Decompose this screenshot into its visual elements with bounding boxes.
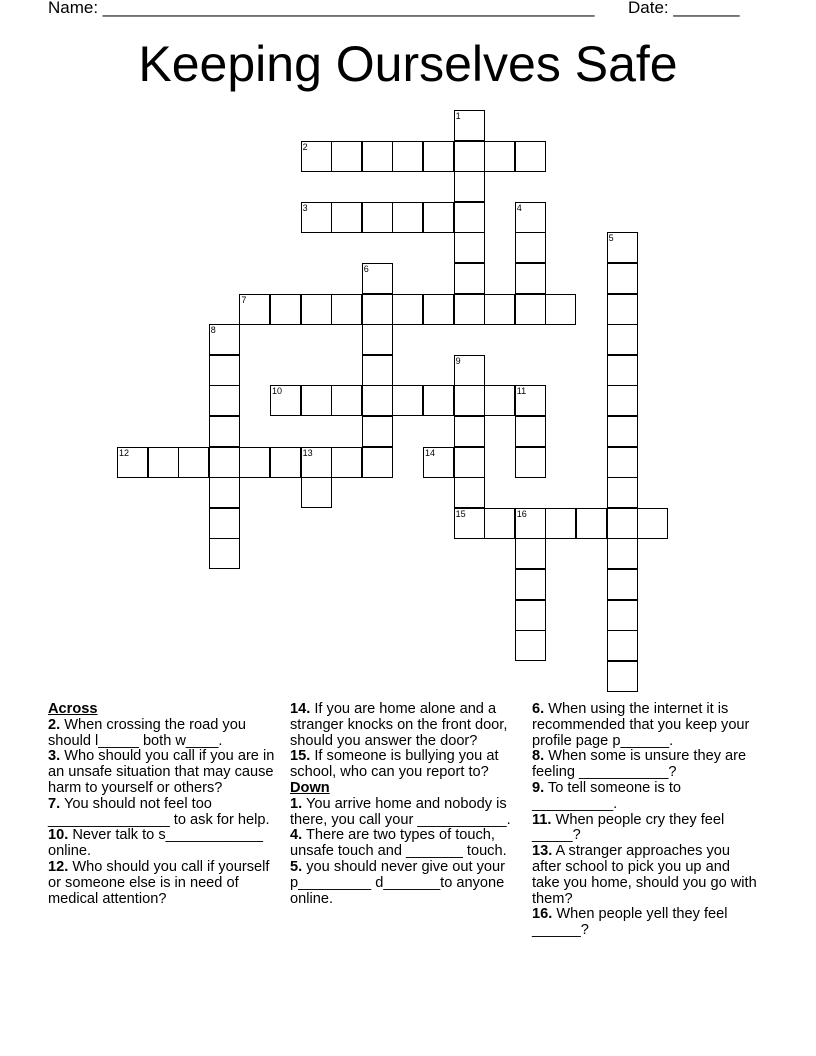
grid-cell[interactable] xyxy=(331,385,362,416)
grid-cell[interactable] xyxy=(301,294,332,325)
cell-number: 10 xyxy=(272,386,283,397)
cell-number: 15 xyxy=(455,508,466,519)
grid-cell[interactable] xyxy=(362,416,393,447)
grid-cell[interactable] xyxy=(454,355,485,386)
grid-cell[interactable] xyxy=(270,294,301,325)
clue-down-16: 16. When people yell they feel ______? xyxy=(532,906,728,939)
across-heading: Across xyxy=(48,701,98,717)
grid-cell[interactable] xyxy=(423,141,454,172)
grid-cell[interactable] xyxy=(607,232,638,263)
grid-cell[interactable] xyxy=(454,447,485,478)
grid-cell[interactable] xyxy=(484,385,515,416)
grid-cell[interactable] xyxy=(484,294,515,325)
grid-cell[interactable] xyxy=(607,416,638,447)
grid-cell[interactable] xyxy=(454,477,485,508)
grid-cell[interactable] xyxy=(515,294,546,325)
grid-cell[interactable] xyxy=(454,141,485,172)
grid-cell[interactable] xyxy=(515,538,546,569)
grid-cell[interactable] xyxy=(209,447,240,478)
grid-cell[interactable] xyxy=(454,171,485,202)
grid-cell[interactable] xyxy=(209,385,240,416)
grid-cell[interactable] xyxy=(607,355,638,386)
grid-cell[interactable] xyxy=(607,508,638,539)
grid-cell[interactable] xyxy=(209,508,240,539)
grid-cell[interactable] xyxy=(515,569,546,600)
grid-cell[interactable] xyxy=(331,447,362,478)
grid-cell[interactable] xyxy=(515,600,546,631)
grid-cell[interactable] xyxy=(607,263,638,294)
grid-cell[interactable] xyxy=(209,477,240,508)
grid-cell[interactable] xyxy=(392,385,423,416)
grid-cell[interactable] xyxy=(607,630,638,661)
clue-across-12: 12. Who should you call if yourself or someone else is in need of medical attention? xyxy=(48,858,270,907)
grid-cell[interactable] xyxy=(454,232,485,263)
grid-cell[interactable] xyxy=(454,508,485,539)
clue-down-9: 9. To tell someone is to __________. xyxy=(532,779,682,812)
grid-cell[interactable] xyxy=(270,447,301,478)
grid-cell[interactable] xyxy=(607,324,638,355)
grid-cell[interactable] xyxy=(484,508,515,539)
clue-down-5: 5. you should never give out your p_________ d_______to anyone online. xyxy=(290,858,505,907)
cell-number: 12 xyxy=(119,447,130,458)
grid-cell[interactable] xyxy=(454,385,485,416)
grid-cell[interactable] xyxy=(209,355,240,386)
grid-cell[interactable] xyxy=(607,477,638,508)
grid-cell[interactable] xyxy=(392,202,423,233)
grid-cell[interactable] xyxy=(607,294,638,325)
grid-cell[interactable] xyxy=(454,110,485,141)
grid-cell[interactable] xyxy=(607,600,638,631)
grid-cell[interactable] xyxy=(515,202,546,233)
grid-cell[interactable] xyxy=(515,141,546,172)
grid-cell[interactable] xyxy=(423,202,454,233)
grid-cell[interactable] xyxy=(454,202,485,233)
grid-cell[interactable] xyxy=(209,416,240,447)
grid-cell[interactable] xyxy=(362,447,393,478)
grid-cell[interactable] xyxy=(301,202,332,233)
grid-cell[interactable] xyxy=(607,447,638,478)
grid-cell[interactable] xyxy=(148,447,179,478)
grid-cell[interactable] xyxy=(545,508,576,539)
clue-across-7: 7. You should not feel too _______________ to ask for help. xyxy=(48,795,270,828)
cell-number: 8 xyxy=(210,325,216,336)
cell-number: 14 xyxy=(425,447,436,458)
cell-number: 9 xyxy=(455,355,461,366)
grid-cell[interactable] xyxy=(331,141,362,172)
grid-cell[interactable] xyxy=(515,385,546,416)
cell-number: 5 xyxy=(608,233,614,244)
grid-cell[interactable] xyxy=(515,630,546,661)
cell-number: 7 xyxy=(241,294,247,305)
grid-cell[interactable] xyxy=(362,294,393,325)
cell-number: 4 xyxy=(516,202,522,213)
puzzle-title: Keeping Ourselves Safe xyxy=(138,36,678,92)
cell-number: 1 xyxy=(455,111,461,121)
grid-cell[interactable] xyxy=(607,385,638,416)
grid-cell[interactable] xyxy=(454,263,485,294)
grid-cell[interactable] xyxy=(515,263,546,294)
grid-cell[interactable] xyxy=(454,416,485,447)
grid-cell[interactable] xyxy=(301,477,332,508)
grid-cell[interactable] xyxy=(423,385,454,416)
cell-number: 16 xyxy=(516,508,527,519)
grid-cell[interactable] xyxy=(637,508,668,539)
down-heading: Down xyxy=(290,779,330,796)
grid-cell[interactable] xyxy=(178,447,209,478)
cell-number: 13 xyxy=(302,447,313,458)
grid-cell[interactable] xyxy=(362,355,393,386)
clue-down-8: 8. When some is unsure they are feeling ___________? xyxy=(532,748,747,781)
clue-down-13: 13. A stranger approaches you after school to pick you up and take you home, should you go with them? xyxy=(532,843,757,907)
grid-cell[interactable] xyxy=(270,385,301,416)
clue-across-3: 3. Who should you call if you are in an unsafe situation that may cause harm to yourself or others? xyxy=(48,748,275,796)
grid-cell[interactable] xyxy=(362,202,393,233)
grid-cell[interactable] xyxy=(362,324,393,355)
grid-cell[interactable] xyxy=(515,508,546,539)
clue-across-10: 10. Never talk to s____________ online. xyxy=(48,827,264,860)
grid-cell[interactable] xyxy=(515,416,546,447)
clue-down-4: 4. There are two types of touch, unsafe touch and _______ touch. xyxy=(290,827,507,860)
clues-column-3 xyxy=(532,702,760,939)
clue-down-6: 6. When using the internet it is recommended that you keep your profile page p______. xyxy=(532,701,750,749)
grid-cell[interactable] xyxy=(362,385,393,416)
grid-cell[interactable] xyxy=(576,508,607,539)
clue-across-14: 14. If you are home alone and a stranger knocks on the front door, should you answer the door? xyxy=(290,701,508,749)
grid-cell[interactable] xyxy=(423,294,454,325)
grid-cell[interactable] xyxy=(117,447,148,478)
grid-cell[interactable] xyxy=(362,141,393,172)
grid-cell[interactable] xyxy=(331,294,362,325)
grid-cell[interactable] xyxy=(301,385,332,416)
cell-number: 3 xyxy=(302,202,308,213)
grid-cell[interactable] xyxy=(209,324,240,355)
grid-cell[interactable] xyxy=(484,141,515,172)
grid-cell[interactable] xyxy=(607,661,638,692)
name-label: Name: ____________________________________________________ xyxy=(48,0,595,17)
clue-down-1: 1. You arrive home and nobody is there, you call your ___________. xyxy=(290,795,511,828)
clue-across-15: 15. If someone is bullying you at school, who can you report to? xyxy=(290,748,499,781)
grid-cell[interactable] xyxy=(392,294,423,325)
cell-number: 2 xyxy=(302,141,308,152)
grid-cell[interactable] xyxy=(301,141,332,172)
clue-across-2: 2. When crossing the road you should l_____ both w____. xyxy=(48,716,246,749)
grid-cell[interactable] xyxy=(423,447,454,478)
grid-cell[interactable] xyxy=(239,447,270,478)
cell-number: 11 xyxy=(516,386,527,397)
grid-cell[interactable] xyxy=(331,202,362,233)
clue-down-11: 11. When people cry they feel _____? xyxy=(532,811,725,844)
clues-column-1 xyxy=(48,702,280,907)
grid-cell[interactable] xyxy=(515,232,546,263)
grid-cell[interactable] xyxy=(392,141,423,172)
grid-cell[interactable] xyxy=(209,538,240,569)
grid-cell[interactable] xyxy=(515,447,546,478)
grid-cell[interactable] xyxy=(607,569,638,600)
grid-cell[interactable] xyxy=(454,294,485,325)
date-label: Date: _______ xyxy=(628,0,740,17)
grid-cell[interactable] xyxy=(545,294,576,325)
cell-number: 6 xyxy=(363,264,369,274)
grid-cell[interactable] xyxy=(362,263,393,294)
grid-cell[interactable] xyxy=(301,447,332,478)
grid-cell[interactable] xyxy=(607,538,638,569)
grid-cell[interactable] xyxy=(239,294,270,325)
clues-column-2 xyxy=(290,702,526,907)
